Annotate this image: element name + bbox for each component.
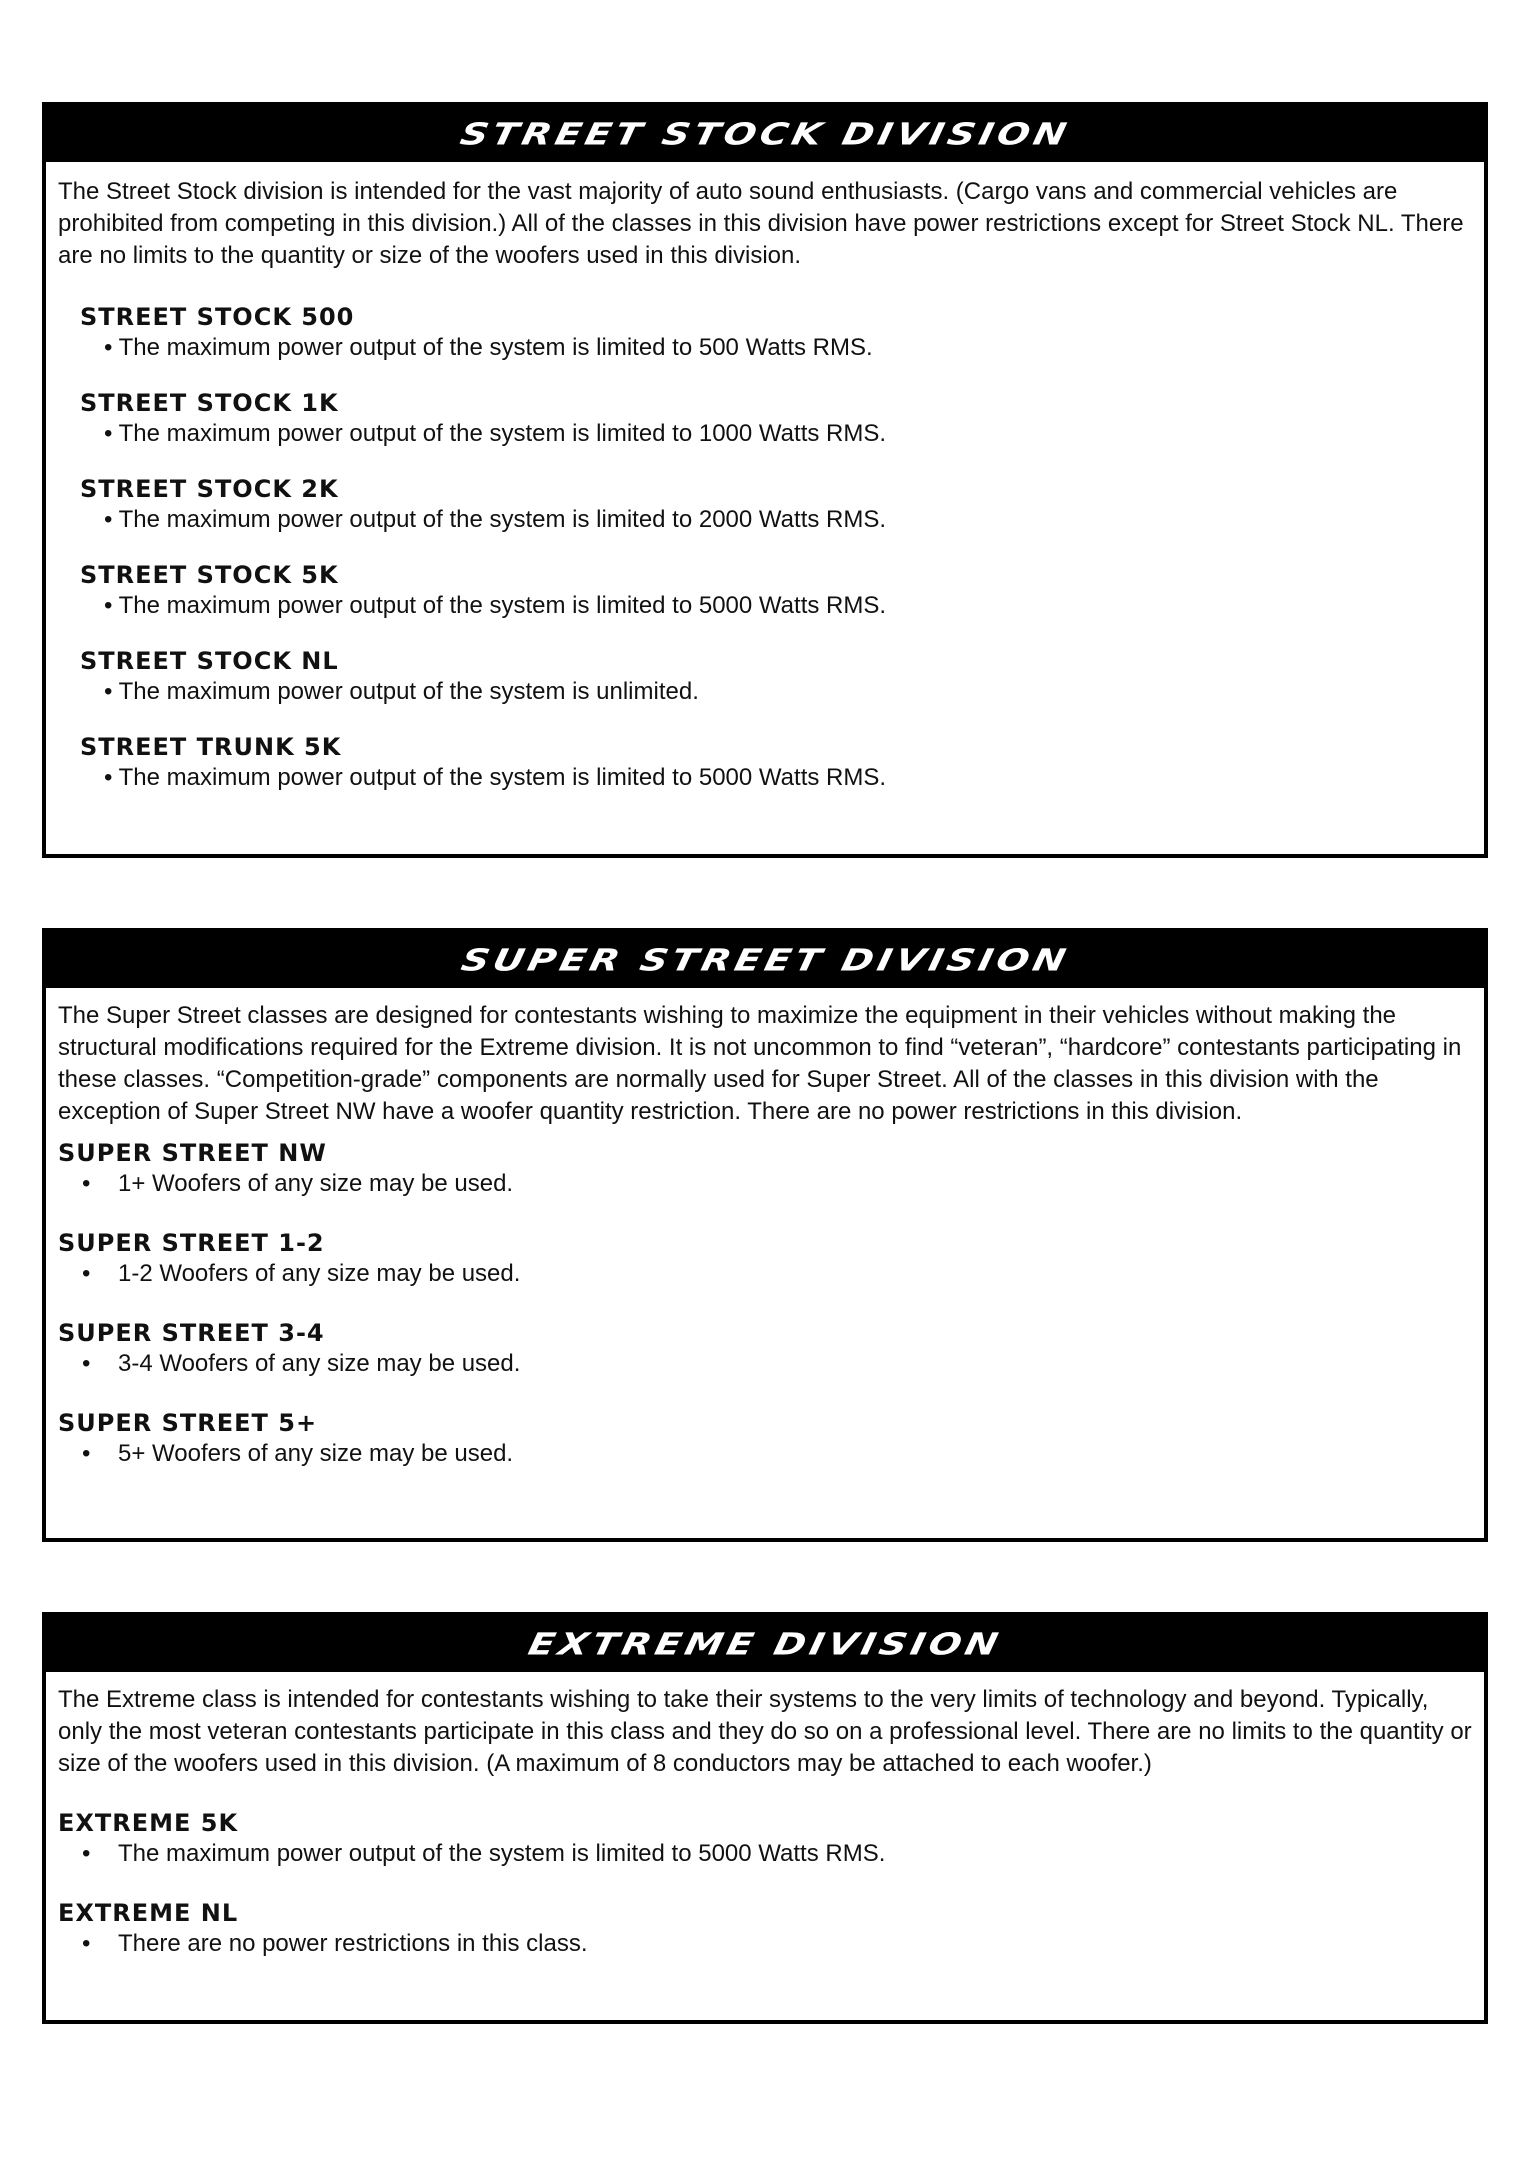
- class-bullet: [80, 676, 1472, 708]
- bullet-text: 5+ Woofers of any size may be used.: [118, 1440, 514, 1467]
- class-name: STREET STOCK NL: [80, 647, 339, 675]
- bullet-glyph: •: [82, 1440, 91, 1467]
- division-title-banner: [46, 106, 1484, 162]
- bullet-text: The maximum power output of the system is limited to 500 Watts RMS.: [118, 334, 873, 361]
- division-title: EXTREME DIVISION: [525, 1626, 1005, 1662]
- class-name: SUPER STREET NW: [58, 1139, 327, 1167]
- bullet-glyph: •: [104, 506, 113, 533]
- bullet-text: The maximum power output of the system is limited to 5000 Watts RMS.: [118, 764, 887, 791]
- bullet-glyph: •: [104, 334, 113, 361]
- class-block: [58, 1408, 1472, 1470]
- class-bullet: [80, 590, 1472, 622]
- class-name: STREET STOCK 500: [80, 303, 355, 331]
- class-name: SUPER STREET 5+: [58, 1409, 318, 1437]
- bullet-text: The maximum power output of the system is limited to 5000 Watts RMS.: [118, 592, 887, 619]
- bullet-text: There are no power restrictions in this class.: [118, 1930, 588, 1957]
- class-name: STREET STOCK 1K: [80, 389, 339, 417]
- division-intro: The Extreme class is intended for contestants wishing to take their systems to the very limits of technology and beyond. Typically, only the most veteran contestants participate in this class and they do so on a professional level. There are no limits to the quantity or size of the woofers used in this division. (A maximum of 8 conductors may be attached to each woofer.): [58, 1686, 1472, 1777]
- class-block: [80, 388, 1472, 450]
- class-block: [80, 560, 1472, 622]
- class-bullet: [80, 504, 1472, 536]
- class-block: [80, 646, 1472, 708]
- class-bullet: [58, 1258, 1472, 1290]
- bullet-text: 3-4 Woofers of any size may be used.: [118, 1350, 521, 1377]
- class-block: [58, 1228, 1472, 1290]
- class-block: [58, 1898, 1472, 1960]
- bullet-text: The maximum power output of the system is limited to 5000 Watts RMS.: [118, 1840, 886, 1867]
- bullet-text: 1+ Woofers of any size may be used.: [118, 1170, 514, 1197]
- class-bullet: [58, 1168, 1472, 1200]
- division-title: SUPER STREET DIVISION: [457, 942, 1073, 978]
- class-block: [58, 1138, 1472, 1200]
- bullet-glyph: •: [82, 1840, 91, 1867]
- class-bullet: [80, 332, 1472, 364]
- class-name: STREET STOCK 5K: [80, 561, 339, 589]
- class-block: [58, 1318, 1472, 1380]
- division-intro: The Street Stock division is intended for the vast majority of auto sound enthusiasts. (Cargo vans and commercial vehicles are prohibited from competing in this division.) All of the classes in this division have power restrictions except for Street Stock NL. There are no limits to the quantity or size of the woofers used in this division.: [58, 178, 1464, 269]
- bullet-glyph: •: [104, 678, 113, 705]
- super-street-division-section: [42, 928, 1488, 1542]
- division-title-banner: [46, 932, 1484, 988]
- class-bullet: [58, 1928, 1472, 1960]
- class-name: STREET TRUNK 5K: [80, 733, 342, 761]
- bullet-glyph: •: [104, 592, 113, 619]
- class-block: [58, 1808, 1472, 1870]
- division-body: [46, 1672, 1484, 1960]
- division-intro: The Super Street classes are designed for contestants wishing to maximize the equipment in their vehicles without making the structural modifications required for the Extreme division. It is not uncommon to find “veteran”, “hardcore” contestants participating in these classes. “Competition-grade” components are normally used for Super Street. All of the classes in this division with the exception of Super Street NW have a woofer quantity restriction. There are no power restrictions in this division.: [58, 1002, 1462, 1125]
- bullet-glyph: •: [104, 420, 113, 447]
- class-name: SUPER STREET 3-4: [58, 1319, 325, 1347]
- extreme-division-section: [42, 1612, 1488, 2024]
- class-block: [80, 732, 1472, 794]
- class-block: [80, 474, 1472, 536]
- street-stock-division-section: [42, 102, 1488, 858]
- class-bullet: [58, 1348, 1472, 1380]
- bullet-glyph: •: [82, 1930, 91, 1957]
- class-block: [80, 302, 1472, 364]
- division-body: [46, 988, 1484, 1470]
- division-body: [46, 162, 1484, 794]
- bullet-text: The maximum power output of the system is limited to 1000 Watts RMS.: [118, 420, 887, 447]
- class-bullet: [80, 418, 1472, 450]
- class-bullet: [58, 1838, 1472, 1870]
- bullet-text: 1-2 Woofers of any size may be used.: [118, 1260, 521, 1287]
- class-name: SUPER STREET 1-2: [58, 1229, 325, 1257]
- bullet-glyph: •: [104, 764, 113, 791]
- class-name: EXTREME 5K: [58, 1809, 239, 1837]
- bullet-text: The maximum power output of the system is unlimited.: [118, 678, 699, 705]
- bullet-glyph: •: [82, 1170, 91, 1197]
- bullet-text: The maximum power output of the system is limited to 2000 Watts RMS.: [118, 506, 887, 533]
- bullet-glyph: •: [82, 1350, 91, 1377]
- class-name: STREET STOCK 2K: [80, 475, 339, 503]
- division-title-banner: [46, 1616, 1484, 1672]
- bullet-glyph: •: [82, 1260, 91, 1287]
- division-title: STREET STOCK DIVISION: [456, 116, 1074, 152]
- class-bullet: [58, 1438, 1472, 1470]
- class-bullet: [80, 762, 1472, 794]
- class-name: EXTREME NL: [58, 1899, 239, 1927]
